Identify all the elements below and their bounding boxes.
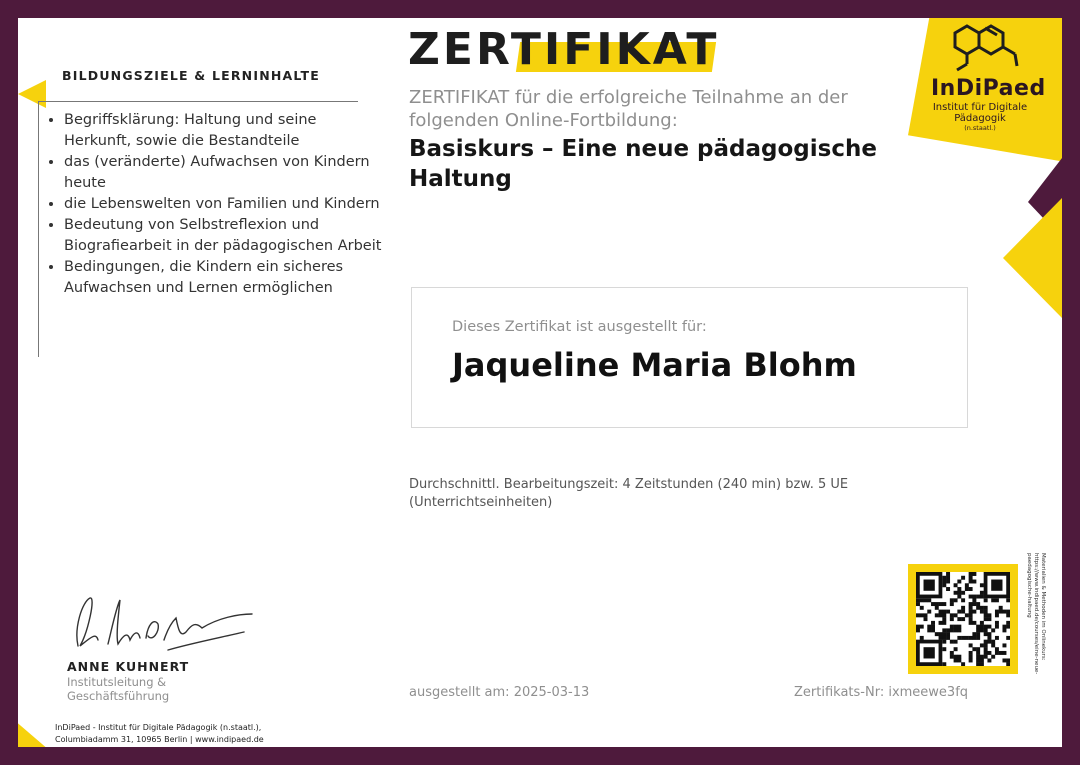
corner-accent-right xyxy=(1003,198,1062,318)
brand-tag: (n.staatl.) xyxy=(964,124,996,132)
certificate-number: Zertifikats-Nr: ixmeewe3fq xyxy=(794,685,969,700)
footer-line-1: InDiPaed - Institut für Digitale Pädagogik (n.staatl.), xyxy=(55,723,262,732)
sidebar-divider xyxy=(38,101,358,102)
course-title: Basiskurs – Eine neue pädagogische Haltung xyxy=(409,136,877,192)
qr-caption: Materialien & Methoden im Onlinekurs: https://www.indipaed.de/courses/eine-neue-paedagogische-haltung xyxy=(1026,553,1046,675)
corner-accent-top-right xyxy=(1028,18,1062,40)
issue-date: ausgestellt am: 2025-03-13 xyxy=(409,685,590,700)
brand-name: InDiPaed xyxy=(931,76,1046,101)
list-item: • Bedingungen, die Kindern ein sicheres Aufwachsen und Lernen ermöglichen xyxy=(64,257,384,299)
sidebar-vertical-line xyxy=(38,101,39,357)
list-item: • die Lebenswelten von Familien und Kindern xyxy=(64,194,384,215)
signature-image xyxy=(68,588,258,658)
qr-code-frame[interactable] xyxy=(908,564,1018,674)
recipient-box xyxy=(411,287,968,428)
sidebar-accent-triangle xyxy=(18,80,46,108)
list-item: • Begriffsklärung: Haltung und seine Herkunft, sowie die Bestandteile xyxy=(64,110,384,152)
recipient-name: Jaqueline Maria Blohm xyxy=(452,346,857,384)
certificate-subtitle: ZERTIFIKAT für die erfolgreiche Teilnahme an der folgenden Online-Fortbildung: xyxy=(409,87,848,131)
brand-subtitle: Institut für Digitale Pädagogik xyxy=(932,102,1028,124)
list-item: • das (veränderte) Aufwachsen von Kindern heute xyxy=(64,152,384,194)
molecule-icon xyxy=(943,18,1029,76)
certificate-page xyxy=(18,18,1062,747)
sidebar-title: BILDUNGSZIELE & LERNINHALTE xyxy=(62,68,320,83)
duration-text: Durchschnittl. Bearbeitungszeit: 4 Zeitstunden (240 min) bzw. 5 UE (Unterrichtseinheiten) xyxy=(409,477,849,510)
signer-role: Institutsleitung & Geschäftsführung xyxy=(67,675,170,703)
signer-name: ANNE KUHNERT xyxy=(67,659,190,674)
issued-for-label: Dieses Zertifikat ist ausgestellt für: xyxy=(452,319,707,335)
footer-line-2: Columbiadamm 31, 10965 Berlin | www.indipaed.de xyxy=(55,735,264,744)
footer-address xyxy=(55,722,264,746)
qr-code-icon xyxy=(916,572,1010,666)
learning-goals-list xyxy=(46,110,384,299)
list-item: • Bedeutung von Selbstreflexion und Biografiearbeit in der pädagogischen Arbeit xyxy=(64,215,384,257)
page-title: ZERTIFIKAT xyxy=(408,24,720,75)
